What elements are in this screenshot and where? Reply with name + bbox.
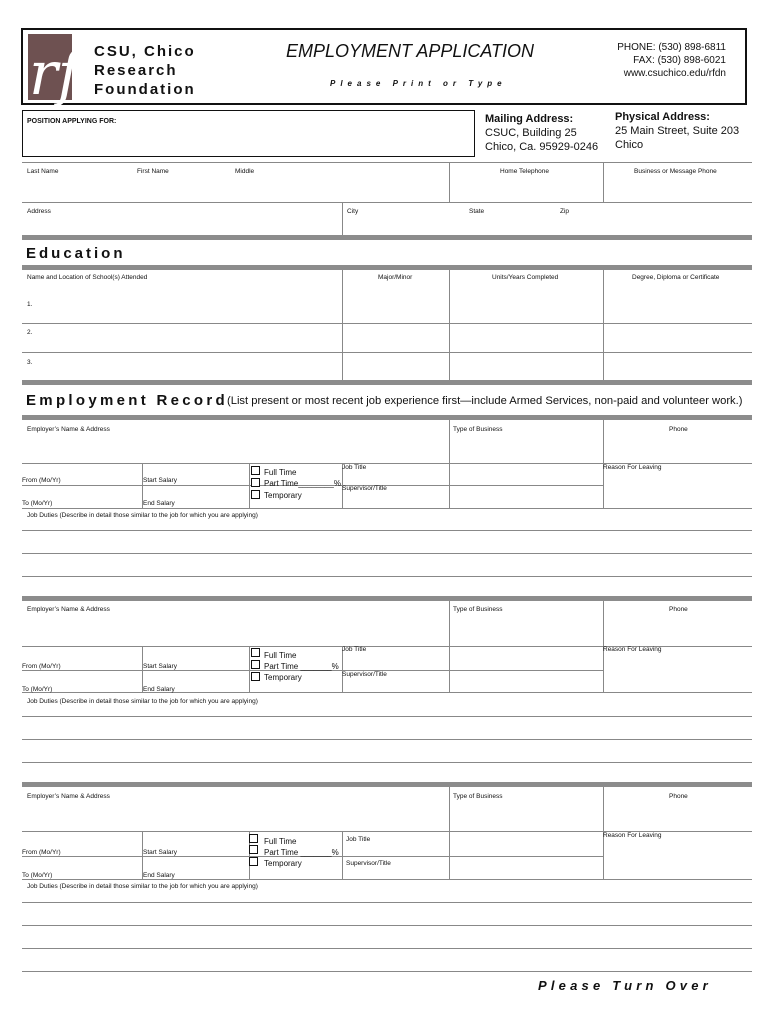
- divider: [603, 162, 604, 202]
- org-line-2: Research: [94, 62, 178, 79]
- org-name: [94, 42, 196, 99]
- job-title-label: Job Title: [346, 836, 371, 843]
- temporary-label: Temporary: [264, 491, 302, 500]
- home-telephone-label: Home Telephone: [500, 168, 550, 175]
- divider: [342, 856, 604, 857]
- phone-label: Phone: [669, 426, 688, 433]
- employment-note: (List present or most recent job experience first—include Armed Services, non-paid and volunteer work.): [227, 395, 743, 407]
- divider: [342, 831, 343, 879]
- divider: [603, 270, 604, 380]
- full-time-checkbox[interactable]: [251, 466, 260, 475]
- business-phone-label: Business or Message Phone: [634, 168, 717, 175]
- education-row-1: 1.: [27, 301, 33, 308]
- writing-line[interactable]: [22, 576, 752, 577]
- divider: [249, 646, 250, 692]
- divider: [22, 879, 752, 880]
- website: www.csuchico.edu/rfdn: [623, 68, 726, 79]
- divider: [249, 463, 250, 508]
- phone-label: Phone: [669, 793, 688, 800]
- supervisor-label: Supervisor/Title: [342, 485, 387, 492]
- phone-label: Phone: [669, 606, 688, 613]
- business-type-label: Type of Business: [453, 426, 503, 433]
- from-label: From (Mo/Yr): [22, 477, 61, 484]
- section-rule: [22, 235, 752, 240]
- divider: [22, 323, 752, 324]
- position-label: POSITION APPLYING FOR:: [27, 118, 117, 125]
- section-rule: [22, 596, 752, 601]
- logo-text: rf: [29, 39, 80, 109]
- part-time-label: Part Time _______%: [264, 662, 339, 671]
- school-column-header: Name and Location of School(s) Attended: [27, 274, 148, 281]
- mailing-line-2: Chico, Ca. 95929-0246: [485, 141, 599, 153]
- employment-heading: Employment Record: [26, 392, 228, 409]
- temporary-label: Temporary: [264, 673, 302, 682]
- degree-column-header: Degree, Diploma or Certificate: [632, 274, 720, 281]
- business-type-label: Type of Business: [453, 793, 503, 800]
- physical-line-2: Chico: [615, 139, 644, 151]
- education-heading: Education: [26, 245, 126, 262]
- divider: [449, 787, 450, 879]
- job-duties-label: Job Duties (Describe in detail those similar to the job for which you are applying): [27, 883, 258, 890]
- from-label: From (Mo/Yr): [22, 663, 61, 670]
- reason-label: Reason For Leaving: [603, 646, 662, 653]
- major-column-header: Major/Minor: [378, 274, 413, 281]
- job-title-label: Job Title: [342, 646, 367, 653]
- logo: [28, 34, 80, 109]
- divider: [342, 202, 343, 235]
- phone-number: PHONE: (530) 898-6811: [617, 42, 726, 53]
- section-rule: [22, 415, 752, 420]
- writing-line[interactable]: [22, 553, 752, 554]
- full-time-checkbox[interactable]: [251, 648, 260, 657]
- divider: [22, 162, 752, 163]
- from-label: From (Mo/Yr): [22, 849, 61, 856]
- supervisor-label: Supervisor/Title: [342, 671, 387, 678]
- fax-number: FAX: (530) 898-6021: [633, 55, 726, 66]
- divider: [22, 352, 752, 353]
- first-name-label: First Name: [137, 168, 169, 175]
- divider: [22, 508, 752, 509]
- org-line-1: CSU, Chico: [94, 43, 196, 60]
- mailing-line-1: CSUC, Building 25: [485, 127, 577, 139]
- turn-over-note: Please Turn Over: [538, 978, 712, 993]
- supervisor-label: Supervisor/Title: [346, 860, 391, 867]
- section-rule: [22, 380, 752, 385]
- to-label: To (Mo/Yr): [22, 872, 53, 879]
- temporary-checkbox[interactable]: [251, 672, 260, 681]
- address-label: Address: [27, 208, 51, 215]
- job-duties-label: Job Duties (Describe in detail those similar to the job for which you are applying): [27, 698, 258, 705]
- physical-address: [615, 110, 739, 152]
- divider: [342, 270, 343, 380]
- employer-label: Employer’s Name & Address: [27, 793, 110, 800]
- to-label: To (Mo/Yr): [22, 686, 53, 693]
- start-salary-label: Start Salary: [143, 477, 177, 484]
- writing-line[interactable]: [22, 948, 752, 949]
- divider: [449, 270, 450, 380]
- divider: [22, 202, 752, 203]
- writing-line[interactable]: [22, 739, 752, 740]
- physical-line-1: 25 Main Street, Suite 203: [615, 125, 740, 137]
- education-row-3: 3.: [27, 359, 33, 366]
- employer-label: Employer’s Name & Address: [27, 426, 110, 433]
- part-time-label: Part Time________%: [264, 479, 341, 488]
- part-time-checkbox[interactable]: [249, 845, 258, 854]
- part-time-checkbox[interactable]: [251, 478, 260, 487]
- section-rule: [22, 265, 752, 270]
- org-line-3: Foundation: [94, 81, 196, 98]
- last-name-label: Last Name: [27, 168, 59, 175]
- part-time-label: Part Time _______%: [264, 848, 339, 857]
- section-rule: [22, 782, 752, 787]
- job-title-label: Job Title: [342, 464, 367, 471]
- writing-line[interactable]: [22, 971, 752, 972]
- divider: [449, 162, 450, 202]
- divider: [22, 692, 752, 693]
- full-time-label: Full Time: [264, 468, 297, 477]
- physical-title: Physical Address:: [615, 111, 710, 123]
- middle-label: Middle: [235, 168, 255, 175]
- divider: [449, 420, 450, 508]
- reason-label: Reason For Leaving: [603, 832, 662, 839]
- full-time-label: Full Time: [264, 837, 297, 846]
- education-row-2: 2.: [27, 329, 33, 336]
- end-salary-label: End Salary: [143, 686, 175, 693]
- reason-label: Reason For Leaving: [603, 464, 662, 471]
- full-time-checkbox[interactable]: [249, 834, 258, 843]
- print-instruction: Please Print or Type: [330, 79, 507, 88]
- zip-label: Zip: [560, 208, 570, 215]
- units-column-header: Units/Years Completed: [492, 274, 559, 281]
- writing-line[interactable]: [22, 902, 752, 903]
- end-salary-label: End Salary: [143, 872, 175, 879]
- temporary-checkbox[interactable]: [249, 857, 258, 866]
- temporary-label: Temporary: [264, 859, 302, 868]
- employer-label: Employer’s Name & Address: [27, 606, 110, 613]
- job-duties-label: Job Duties (Describe in detail those similar to the job for which you are applying): [27, 512, 258, 519]
- writing-line[interactable]: [22, 716, 752, 717]
- mailing-title: Mailing Address:: [485, 113, 574, 125]
- logo-mark: [28, 34, 80, 109]
- to-label: To (Mo/Yr): [22, 500, 53, 507]
- mailing-address: [485, 112, 598, 154]
- end-salary-label: End Salary: [143, 500, 175, 507]
- state-label: State: [469, 208, 485, 215]
- business-type-label: Type of Business: [453, 606, 503, 613]
- writing-line[interactable]: [22, 530, 752, 531]
- part-time-checkbox[interactable]: [251, 660, 260, 669]
- city-label: City: [347, 208, 359, 215]
- page-title: EMPLOYMENT APPLICATION: [286, 41, 535, 61]
- contact-block: [580, 41, 726, 80]
- temporary-checkbox[interactable]: [251, 490, 260, 499]
- writing-line[interactable]: [22, 925, 752, 926]
- full-time-label: Full Time: [264, 651, 297, 660]
- start-salary-label: Start Salary: [143, 663, 177, 670]
- writing-line[interactable]: [22, 762, 752, 763]
- start-salary-label: Start Salary: [143, 849, 177, 856]
